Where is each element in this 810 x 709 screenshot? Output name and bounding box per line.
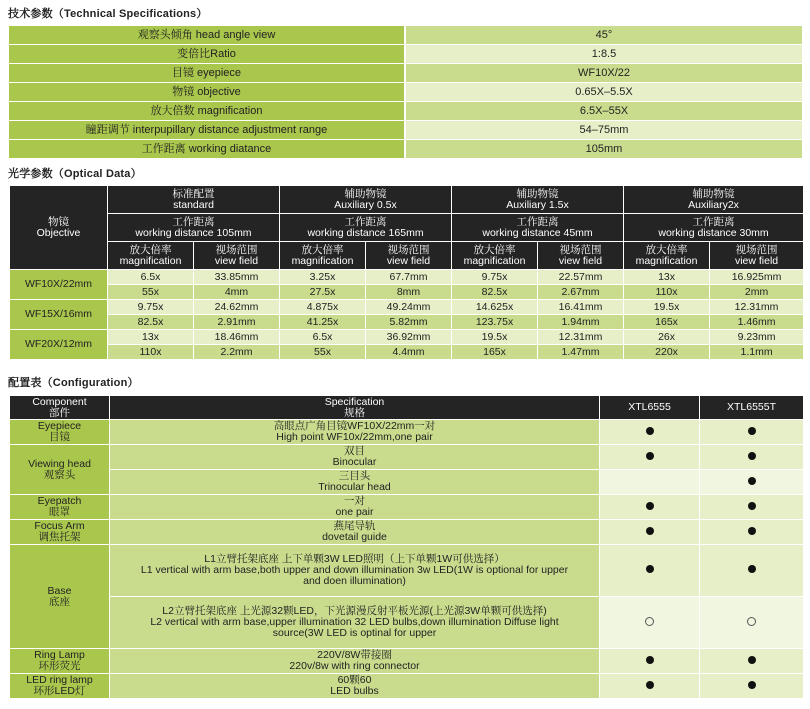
view-field-cell: 67.7mm (366, 270, 452, 285)
model-a-mark (600, 470, 700, 495)
objective-header (10, 186, 108, 270)
magnification-cell: 19.5x (452, 330, 538, 345)
group-header (108, 186, 280, 214)
spec-cn: 220V/8W带接圈 (317, 649, 392, 661)
model-b-mark (700, 597, 804, 649)
spec-row (9, 121, 802, 139)
filled-dot-icon (646, 656, 654, 664)
view-field-cell: 49.24mm (366, 300, 452, 315)
optical-row (10, 285, 804, 300)
spec-row (9, 64, 802, 82)
component-cell (10, 495, 110, 520)
model-a-mark (600, 445, 700, 470)
magnification-cell: 220x (624, 345, 710, 360)
vf-en: view field (214, 254, 259, 267)
magnification-cell: 82.5x (108, 315, 194, 330)
spec-cn: 燕尾导轨 (333, 520, 376, 532)
magnification-cell: 9.75x (108, 300, 194, 315)
mag-cn: 放大倍率 (129, 243, 172, 256)
spec-cn: L1立臂托架底座 上下单颗3W LED照明（上下单颗1W可供选择） (204, 553, 505, 565)
objective-header-cn: 物镜 (48, 215, 69, 228)
spec-value: 0.65X–5.5X (406, 83, 802, 101)
component-en: Eyepiece (37, 420, 82, 432)
model-b-mark (700, 649, 804, 674)
spec-value: 105mm (406, 140, 802, 158)
spec-en: Binocular (332, 456, 377, 468)
magnification-cell: 55x (280, 345, 366, 360)
group-name-cn: 辅助物镜 (692, 187, 735, 200)
spec-value: 1:8.5 (406, 45, 802, 63)
view-field-cell: 12.31mm (710, 300, 804, 315)
spec-en: 220v/8w with ring connector (289, 660, 420, 672)
group-name-en: Auxiliary2x (688, 198, 739, 211)
wd-cn: 工作距离 (172, 215, 215, 228)
component-cell (10, 674, 110, 699)
spec-en: High point WF10x/22mm,one pair (276, 431, 433, 443)
view-field-header (710, 242, 804, 270)
spec-cell (110, 545, 600, 597)
model-a-header: XTL6555 (600, 396, 700, 420)
view-field-cell: 2.2mm (194, 345, 280, 360)
component-cn: 环形荧光 (38, 660, 81, 672)
configuration-section-title: 配置表（Configuration） (8, 377, 139, 389)
magnification-cell: 165x (452, 345, 538, 360)
model-a-mark (600, 420, 700, 445)
spec-cn: 60颗60 (337, 674, 372, 686)
spec-cn: 一对 (344, 495, 365, 507)
model-b-mark (700, 495, 804, 520)
magnification-header (624, 242, 710, 270)
magnification-header (280, 242, 366, 270)
group-name-en: Auxiliary 1.5x (506, 198, 569, 211)
hollow-circle-icon (747, 617, 756, 626)
working-distance-header (280, 214, 452, 242)
group-header (624, 186, 804, 214)
magnification-header (108, 242, 194, 270)
component-cell (10, 649, 110, 674)
component-header-cn: 部件 (49, 406, 70, 419)
filled-dot-icon (646, 527, 654, 535)
spec-header-cn: 规格 (344, 406, 365, 419)
filled-dot-icon (748, 681, 756, 689)
spec-cell (110, 649, 600, 674)
wd-cn: 工作距离 (692, 215, 735, 228)
vf-en: view field (386, 254, 431, 267)
component-cell (10, 420, 110, 445)
objective-cell: WF15X/16mm (10, 300, 108, 330)
working-distance-header (108, 214, 280, 242)
magnification-cell: 165x (624, 315, 710, 330)
filled-dot-icon (748, 565, 756, 573)
magnification-cell: 13x (108, 330, 194, 345)
magnification-cell: 19.5x (624, 300, 710, 315)
component-en: Viewing head (28, 457, 91, 470)
wd-en: working distance 30mm (658, 226, 769, 239)
view-field-cell: 4mm (194, 285, 280, 300)
view-field-cell: 9.23mm (710, 330, 804, 345)
working-distance-header (452, 214, 624, 242)
vf-cn: 视场范围 (387, 243, 430, 256)
spec-label: 变倍比Ratio (9, 45, 404, 63)
spec-value: 6.5X–55X (406, 102, 802, 120)
magnification-cell: 13x (624, 270, 710, 285)
wd-cn: 工作距离 (516, 215, 559, 228)
wd-en: working distance 105mm (135, 226, 252, 239)
magnification-cell: 6.5x (280, 330, 366, 345)
magnification-cell: 82.5x (452, 285, 538, 300)
magnification-cell: 14.625x (452, 300, 538, 315)
spec-en: L2 vertical with arm base,upper illumination 32 LED bulbs,down illumination Diffuse light source(3W LED is optinal for upper (150, 616, 559, 639)
view-field-cell: 22.57mm (538, 270, 624, 285)
spec-en: dovetail guide (322, 531, 387, 543)
mag-en: magnification (463, 254, 526, 267)
optical-section-title: 光学参数（Optical Data） (8, 168, 142, 180)
spec-cn: 三目头 (338, 470, 371, 482)
objective-header-en: Objective (36, 226, 81, 239)
working-distance-header (624, 214, 804, 242)
wd-en: working distance 165mm (307, 226, 424, 239)
spec-en: L1 vertical with arm base,both upper and down illumination 3w LED(1W is optional for upper and doen illumination) (140, 564, 569, 587)
model-b-mark (700, 470, 804, 495)
mag-cn: 放大倍率 (473, 243, 516, 256)
component-en: Focus Arm (34, 520, 85, 532)
spec-header-en: Specification (324, 395, 385, 408)
component-cn: 底座 (49, 595, 70, 608)
view-field-cell: 33.85mm (194, 270, 280, 285)
model-b-header: XTL6555T (700, 396, 804, 420)
component-cn: 调焦托架 (38, 531, 81, 543)
filled-dot-icon (646, 502, 654, 510)
spec-label: 目镜 eyepiece (9, 64, 404, 82)
view-field-cell: 4.4mm (366, 345, 452, 360)
component-en: Ring Lamp (34, 649, 85, 661)
view-field-cell: 2.67mm (538, 285, 624, 300)
spec-cell (110, 597, 600, 649)
view-field-cell: 1.1mm (710, 345, 804, 360)
view-field-cell: 18.46mm (194, 330, 280, 345)
spec-label: 放大倍数 magnification (9, 102, 404, 120)
magnification-cell: 41.25x (280, 315, 366, 330)
model-a-mark (600, 597, 700, 649)
view-field-header (538, 242, 624, 270)
spec-value: 54–75mm (406, 121, 802, 139)
model-b-mark (700, 520, 804, 545)
spec-cell (110, 470, 600, 495)
view-field-cell: 12.31mm (538, 330, 624, 345)
component-cn: 眼罩 (49, 506, 70, 518)
group-header (452, 186, 624, 214)
optical-row (10, 270, 804, 285)
wd-en: working distance 45mm (482, 226, 593, 239)
model-a-mark (600, 520, 700, 545)
spec-cell (110, 495, 600, 520)
view-field-cell: 16.41mm (538, 300, 624, 315)
spec-en: LED bulbs (330, 685, 379, 697)
filled-dot-icon (748, 427, 756, 435)
magnification-cell: 123.75x (452, 315, 538, 330)
mag-cn: 放大倍率 (301, 243, 344, 256)
view-field-cell: 8mm (366, 285, 452, 300)
model-b-mark (700, 674, 804, 699)
spec-cn: 高眼点广角目镜WF10X/22mm一对 (273, 420, 436, 432)
filled-dot-icon (748, 452, 756, 460)
view-field-cell: 2.91mm (194, 315, 280, 330)
magnification-cell: 4.875x (280, 300, 366, 315)
model-b-mark (700, 420, 804, 445)
spec-label: 工作距离 working diatance (9, 140, 404, 158)
component-header-en: Component (32, 395, 87, 408)
spec-cn: 双目 (344, 445, 365, 457)
model-a-mark (600, 674, 700, 699)
spec-row (9, 102, 802, 120)
filled-dot-icon (748, 656, 756, 664)
model-a-mark (600, 649, 700, 674)
filled-dot-icon (646, 565, 654, 573)
filled-dot-icon (748, 477, 756, 485)
optical-row (10, 345, 804, 360)
technical-section-title: 技术参数（Technical Specifications） (8, 8, 208, 20)
spec-label: 物镜 objective (9, 83, 404, 101)
optical-row (10, 315, 804, 330)
configuration-table (9, 395, 804, 699)
magnification-cell: 110x (624, 285, 710, 300)
magnification-cell: 110x (108, 345, 194, 360)
view-field-cell: 24.62mm (194, 300, 280, 315)
view-field-header (194, 242, 280, 270)
spec-value: WF10X/22 (406, 64, 802, 82)
view-field-cell: 16.925mm (710, 270, 804, 285)
filled-dot-icon (748, 527, 756, 535)
magnification-cell: 3.25x (280, 270, 366, 285)
component-en: Base (47, 584, 72, 597)
component-cell (10, 545, 110, 649)
optical-row (10, 300, 804, 315)
filled-dot-icon (748, 502, 756, 510)
magnification-header (452, 242, 538, 270)
specification-header (110, 396, 600, 420)
mag-en: magnification (291, 254, 354, 267)
spec-en: one pair (335, 506, 374, 518)
view-field-cell: 36.92mm (366, 330, 452, 345)
group-name-cn: 辅助物镜 (516, 187, 559, 200)
objective-cell: WF10X/22mm (10, 270, 108, 300)
group-name-en: Auxiliary 0.5x (334, 198, 397, 211)
spec-en: Trinocular head (318, 481, 391, 493)
vf-en: view field (734, 254, 779, 267)
group-header (280, 186, 452, 214)
component-cn: 目镜 (49, 431, 70, 443)
filled-dot-icon (646, 427, 654, 435)
spec-cell (110, 445, 600, 470)
view-field-header (366, 242, 452, 270)
spec-row (9, 45, 802, 63)
spec-cell (110, 420, 600, 445)
component-cell (10, 445, 110, 495)
magnification-cell: 9.75x (452, 270, 538, 285)
vf-cn: 视场范围 (215, 243, 258, 256)
view-field-cell: 1.46mm (710, 315, 804, 330)
spec-value: 45° (406, 26, 802, 44)
model-a-mark (600, 495, 700, 520)
component-en: LED ring lamp (26, 674, 93, 686)
model-b-mark (700, 545, 804, 597)
component-cell (10, 520, 110, 545)
component-cn: 环形LED灯 (33, 685, 86, 697)
spec-row (9, 140, 802, 158)
optical-data-table (9, 185, 804, 360)
mag-en: magnification (635, 254, 698, 267)
magnification-cell: 27.5x (280, 285, 366, 300)
vf-cn: 视场范围 (559, 243, 602, 256)
spec-cell (110, 674, 600, 699)
spec-row (9, 83, 802, 101)
group-name-cn: 辅助物镜 (344, 187, 387, 200)
spec-label: 观察头倾角 head angle view (9, 26, 404, 44)
spec-row (9, 26, 802, 44)
model-a-mark (600, 545, 700, 597)
mag-cn: 放大倍率 (645, 243, 688, 256)
mag-en: magnification (119, 254, 182, 267)
component-header (10, 396, 110, 420)
magnification-cell: 26x (624, 330, 710, 345)
vf-en: view field (558, 254, 603, 267)
objective-cell: WF20X/12mm (10, 330, 108, 360)
group-name-cn: 标准配置 (172, 187, 215, 200)
spec-cn: L2立臂托架底座 上光源32颗LED，下光源漫反射平板光源(上光源3W单颗可供选择) (162, 605, 547, 617)
component-en: Eyepatch (37, 495, 82, 507)
spec-cell (110, 520, 600, 545)
view-field-cell: 1.94mm (538, 315, 624, 330)
vf-cn: 视场范围 (735, 243, 778, 256)
spec-label: 瞳距调节 interpupillary distance adjustment range (9, 121, 404, 139)
view-field-cell: 1.47mm (538, 345, 624, 360)
optical-row (10, 330, 804, 345)
view-field-cell: 5.82mm (366, 315, 452, 330)
hollow-circle-icon (645, 617, 654, 626)
filled-dot-icon (646, 681, 654, 689)
magnification-cell: 55x (108, 285, 194, 300)
wd-cn: 工作距离 (344, 215, 387, 228)
group-name-en: standard (173, 198, 214, 211)
technical-spec-table (9, 26, 802, 159)
magnification-cell: 6.5x (108, 270, 194, 285)
view-field-cell: 2mm (710, 285, 804, 300)
component-cn: 观察头 (43, 468, 76, 481)
model-b-mark (700, 445, 804, 470)
filled-dot-icon (646, 452, 654, 460)
